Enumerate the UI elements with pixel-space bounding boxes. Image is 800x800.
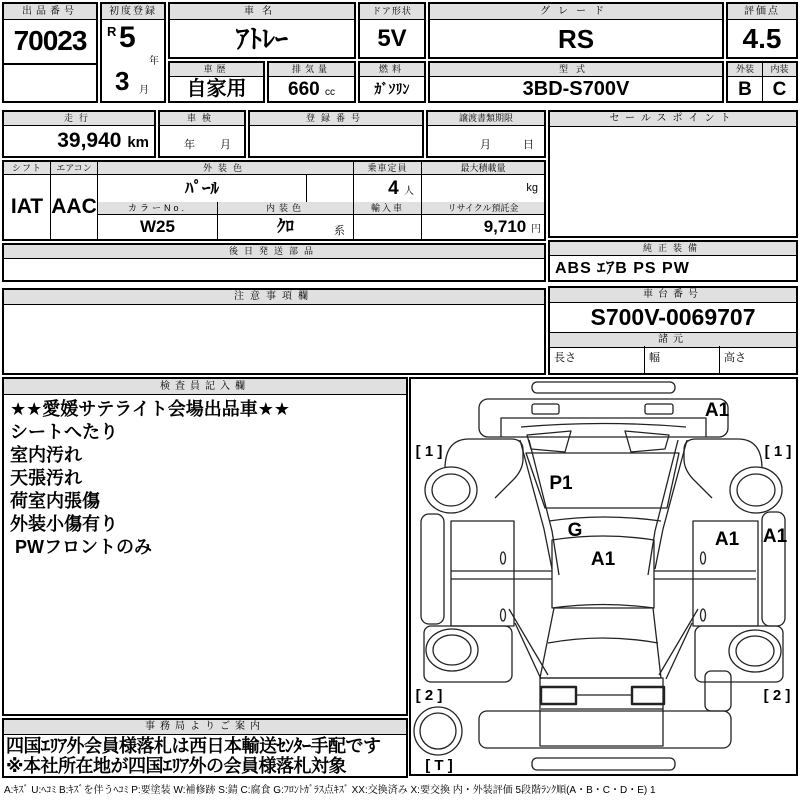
transfer-day-unit: 日 (523, 139, 534, 151)
right-door-damage-label: A1 (714, 529, 740, 550)
recycle-number: 9,710 (483, 217, 527, 236)
capacity-unit: 人 (404, 186, 414, 197)
roof-damage-label: A1 (590, 549, 616, 570)
max-load-unit: kg (526, 182, 538, 194)
roof-panel (552, 536, 654, 608)
office-notice-box (2, 718, 408, 778)
first-registration-box (100, 2, 166, 103)
auction-box-divider (4, 63, 96, 65)
front-left-corner-label: [ 1 ] (415, 443, 443, 460)
office-notice-label: 事務局よりご案内 (4, 720, 406, 735)
exterior-color-label: 外装色 (98, 162, 353, 175)
color-no-value: W25 (140, 217, 175, 236)
left-mirror (532, 404, 559, 414)
later-parts-box (2, 243, 546, 282)
interior-grade-label: 内装 (763, 63, 796, 77)
auction-number-label: 出品番号 (4, 4, 96, 20)
spec-width-cell: 幅 (645, 346, 720, 373)
spec-length-cell: 長さ (550, 346, 645, 373)
recycle-label: リサイクル預託金 (422, 202, 544, 215)
right-rear-pillar (659, 609, 698, 679)
shift-value: IAT (10, 195, 44, 218)
left-sill (421, 514, 444, 624)
max-load-label: 最大積載量 (422, 162, 544, 175)
caution-box (2, 288, 546, 375)
left-door-handle (501, 552, 506, 564)
inspector-note-line: 室内汚れ (10, 445, 82, 465)
first-registration-label: 初度登録 (102, 4, 164, 20)
recycle-unit: 円 (531, 224, 541, 235)
rear-right-wheel-inner (736, 636, 774, 666)
front-bumper (532, 382, 675, 393)
interior-color-label: 内装色 (218, 202, 353, 215)
rear-bumper (479, 711, 731, 748)
sales-point-label: セールスポイント (550, 112, 796, 127)
auction-number-box (2, 2, 98, 103)
model-code-box (428, 61, 724, 103)
first-reg-month: 3 (115, 66, 130, 96)
grade-box (428, 2, 724, 59)
grade-label: グレード (430, 4, 722, 20)
equipment-label: 純正装備 (550, 242, 796, 256)
mileage-number: 39,940 (57, 129, 122, 152)
right-door-handle (701, 552, 706, 564)
hood-damage-label: A1 (704, 400, 730, 421)
damage-code-legend: A:ｷｽﾞ U:ﾍｺﾐ B:ｷｽﾞを伴うﾍｺﾐ P:要塗装 W:補修跡 S:錆 C:腐食 G:ﾌﾛﾝﾄｶﾞﾗｽ点ｷｽﾞ XX:交換済み X:要交換 内・外装評価 5段階ﾗﾝｸ順(A・B・C・D・E) 1 (4, 785, 656, 796)
transfer-deadline-label: 譲渡書類期限 (428, 112, 544, 126)
score-box (726, 2, 798, 59)
left-taillight (541, 687, 576, 704)
rear-left-wheel-inner (433, 635, 471, 665)
exterior-color-value: ﾊﾟｰﾙ (185, 179, 219, 198)
chassis-label: 車台番号 (550, 288, 796, 303)
equipment-value: ABS ｴｱB PS PW (555, 260, 690, 277)
door-shape-value: 5V (377, 25, 407, 52)
displacement-value (269, 77, 354, 102)
inspector-note-line: シートへたり (10, 422, 118, 442)
door-shape-label: ドア形状 (360, 4, 424, 20)
score-value: 4.5 (742, 23, 782, 54)
mileage-value (4, 126, 154, 156)
left-rear-door-handle (501, 609, 506, 621)
rear-bumper-corner (705, 671, 731, 711)
model-code-label: 型式 (430, 63, 722, 77)
mileage-label: 走行 (4, 112, 154, 126)
chassis-box (548, 286, 798, 375)
spare-tire-inner (420, 713, 456, 749)
auction-number-value: 70023 (13, 25, 87, 56)
car-name-label: 車名 (170, 4, 354, 20)
score-label: 評価点 (728, 4, 796, 20)
inspector-note-line: 荷室内張傷 (10, 491, 100, 511)
color-no-label: カラーNo. (98, 202, 217, 215)
inspector-notes (10, 398, 402, 559)
vehicle-diagram-box (409, 377, 798, 776)
inspector-label: 検査員記入欄 (4, 379, 406, 395)
aircon-value: AAC (51, 195, 97, 218)
equipment-box (548, 240, 798, 282)
displacement-box (267, 61, 356, 103)
interior-color-value: ｸﾛ (277, 217, 294, 236)
inspector-note-line: 天張汚れ (10, 468, 82, 488)
spec-height-cell: 高さ (724, 352, 746, 364)
first-reg-month-unit: 月 (139, 85, 149, 96)
office-notice-line: 四国ｴﾘｱ外会員様落札は西日本輸送ｾﾝﾀｰ手配です (6, 736, 381, 756)
inspection-box (158, 110, 246, 158)
rear-left-corner-label: [ 2 ] (415, 687, 443, 704)
right-taillight (632, 687, 664, 704)
right-sill-damage-label: A1 (762, 526, 788, 547)
car-history-box (168, 61, 265, 103)
office-notice-line: ※本社所在地が四国ｴﾘｱ外の会員様落札対象 (6, 756, 346, 776)
registration-number-box (248, 110, 424, 158)
first-reg-era: R (107, 24, 117, 39)
rear-window-curve (548, 638, 658, 643)
vehicle-diagram (411, 379, 796, 774)
shift-label: シフト (4, 162, 50, 175)
model-code-value: 3BD-S700V (522, 78, 630, 100)
inspection-label: 車検 (160, 112, 244, 126)
windshield-damage-label: P1 (549, 473, 573, 494)
rear-lower-strip (532, 758, 675, 770)
caution-label: 注意事項欄 (4, 290, 544, 305)
right-wiper (625, 431, 669, 452)
car-history-label: 車歴 (170, 63, 263, 77)
interior-grade-value: C (772, 79, 787, 100)
door-shape-box (358, 2, 426, 59)
front-right-wheel-inner (737, 474, 775, 506)
car-history-value: 自家用 (186, 78, 247, 100)
chassis-value: S700V-0069707 (590, 304, 756, 330)
cowl-line (521, 424, 686, 428)
rear-right-corner-label: [ 2 ] (763, 687, 791, 704)
grid-vline-6 (306, 175, 307, 202)
car-name-box (168, 2, 356, 59)
import-car-label: 輸入車 (354, 202, 421, 215)
specs-label: 諸元 (550, 332, 796, 348)
aircon-label: エアコン (51, 162, 97, 175)
inspection-year-unit: 年 (184, 139, 195, 151)
displacement-unit: cc (324, 87, 335, 98)
first-reg-year: 5 (119, 21, 136, 54)
exterior-grade-cell (728, 63, 763, 101)
spare-tire-label: [ T ] (425, 757, 453, 774)
later-parts-label: 後日発送部品 (4, 245, 544, 259)
sales-point-box (548, 110, 798, 238)
displacement-label: 排気量 (269, 63, 354, 77)
capacity-value (354, 175, 414, 202)
fuel-value: ｶﾞｿﾘﾝ (374, 81, 410, 97)
rear-window (540, 608, 661, 678)
front-left-wheel-inner (432, 474, 470, 506)
right-rear-door-handle (701, 609, 706, 621)
grade-value: RS (557, 24, 595, 54)
equipment-grid-box (2, 160, 546, 241)
inspection-month-unit: 月 (220, 139, 231, 151)
mileage-unit: km (127, 134, 149, 151)
right-mirror (645, 404, 673, 414)
side-rails (451, 571, 756, 579)
first-reg-year-unit: 年 (149, 56, 159, 67)
registration-number-label: 登録番号 (250, 112, 422, 126)
displacement-number: 660 (288, 79, 320, 100)
glass-damage-label: G (567, 520, 583, 541)
car-name-value: ｱﾄﾚｰ (235, 24, 288, 54)
capacity-label: 乗車定員 (354, 162, 421, 175)
exterior-grade-label: 外装 (728, 63, 762, 77)
inspector-note-line: PWフロントのみ (10, 537, 152, 557)
exterior-grade-value: B (738, 79, 752, 100)
interior-grade-cell (763, 63, 796, 101)
capacity-number: 4 (388, 178, 399, 199)
ext-int-grade-box (726, 61, 798, 103)
windshield-lower-band (549, 517, 661, 521)
fuel-label: 燃料 (360, 63, 424, 77)
interior-color-suffix: 系 (334, 225, 345, 237)
inspector-box (2, 377, 408, 716)
fuel-box (358, 61, 426, 103)
inspector-note-line: ★★愛媛サテライト会場出品車★★ (10, 399, 291, 419)
transfer-deadline-box (426, 110, 546, 158)
transfer-month-unit: 月 (480, 139, 491, 151)
recycle-value (422, 215, 541, 239)
left-wiper (527, 431, 571, 452)
mileage-box (2, 110, 156, 158)
inspector-note-line: 外装小傷有り (10, 514, 118, 534)
front-right-corner-label: [ 1 ] (764, 443, 792, 460)
